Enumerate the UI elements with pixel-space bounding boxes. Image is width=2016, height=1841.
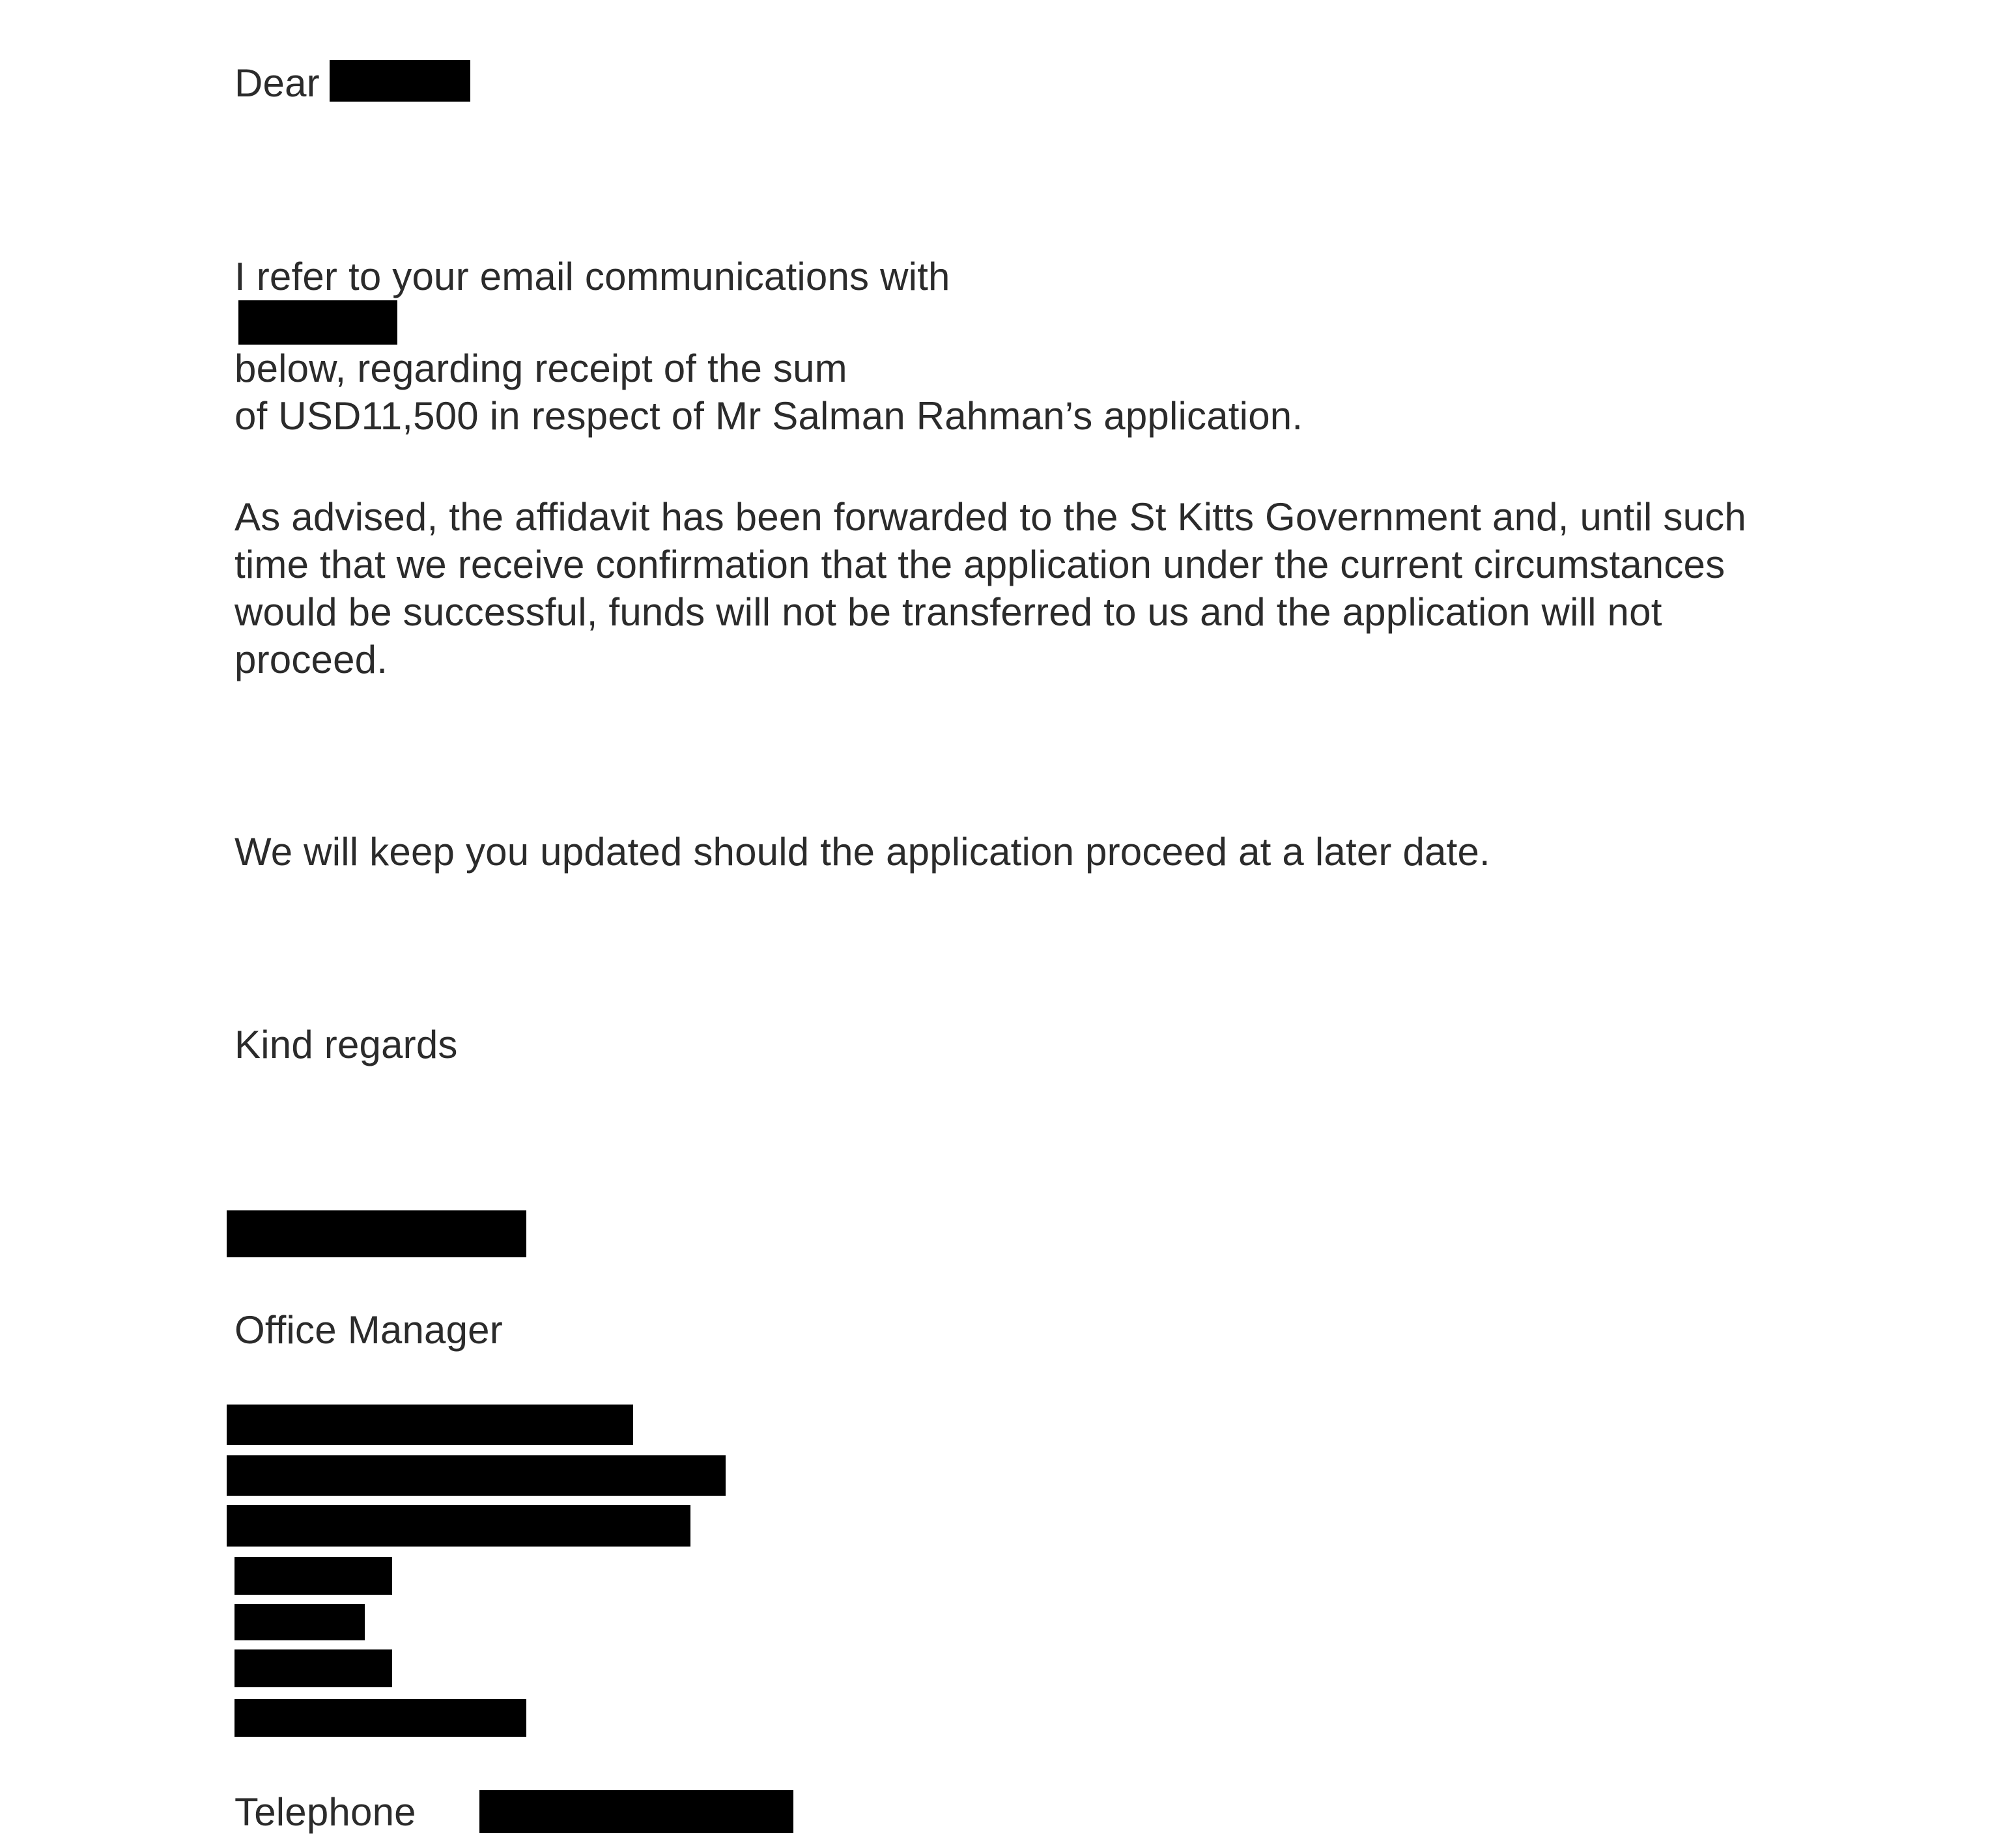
redacted-address-line-6 — [234, 1649, 392, 1687]
paragraph-affidavit-status — [234, 493, 1746, 683]
telephone-label — [234, 1789, 416, 1836]
closing-text: Kind regards — [234, 1023, 458, 1066]
paragraph2-line4: proceed. — [234, 638, 388, 681]
paragraph1-line1-end: below, regarding receipt of the sum — [234, 347, 847, 390]
signature-title — [234, 1307, 503, 1354]
paragraph1-line1 — [234, 253, 1303, 392]
closing — [234, 1021, 458, 1068]
paragraph2-line1: As advised, the affidavit has been forwarded to the St Kitts Government and, until such — [234, 495, 1746, 539]
redacted-telephone-number — [479, 1790, 793, 1833]
redacted-recipient-name — [330, 60, 470, 102]
paragraph2-line3: would be successful, funds will not be transferred to us and the application will not — [234, 590, 1662, 634]
paragraph-receipt-reference — [234, 253, 1303, 440]
paragraph1-line2: of USD11,500 in respect of Mr Salman Rahman’s application. — [234, 394, 1303, 438]
redacted-address-line-2 — [227, 1455, 726, 1496]
signature-title-text: Office Manager — [234, 1308, 503, 1352]
paragraph3-text: We will keep you updated should the application proceed at a later date. — [234, 830, 1490, 874]
paragraph1-line1-start: I refer to your email communications with — [234, 255, 950, 298]
salutation-text: Dear — [234, 61, 320, 105]
salutation — [234, 60, 320, 107]
redacted-address-line-4 — [234, 1557, 392, 1595]
paragraph-updates — [234, 829, 1490, 876]
telephone-label-text: Telephone — [234, 1790, 416, 1834]
paragraph2-line2: time that we receive confirmation that the application under the current circumstances — [234, 543, 1725, 586]
redacted-contact-name — [238, 300, 397, 345]
redacted-address-line-1 — [227, 1405, 633, 1445]
redacted-address-line-7 — [234, 1699, 526, 1737]
redacted-address-line-3 — [227, 1505, 690, 1547]
redacted-address-line-5 — [234, 1604, 365, 1640]
redacted-signatory-name — [227, 1210, 526, 1257]
